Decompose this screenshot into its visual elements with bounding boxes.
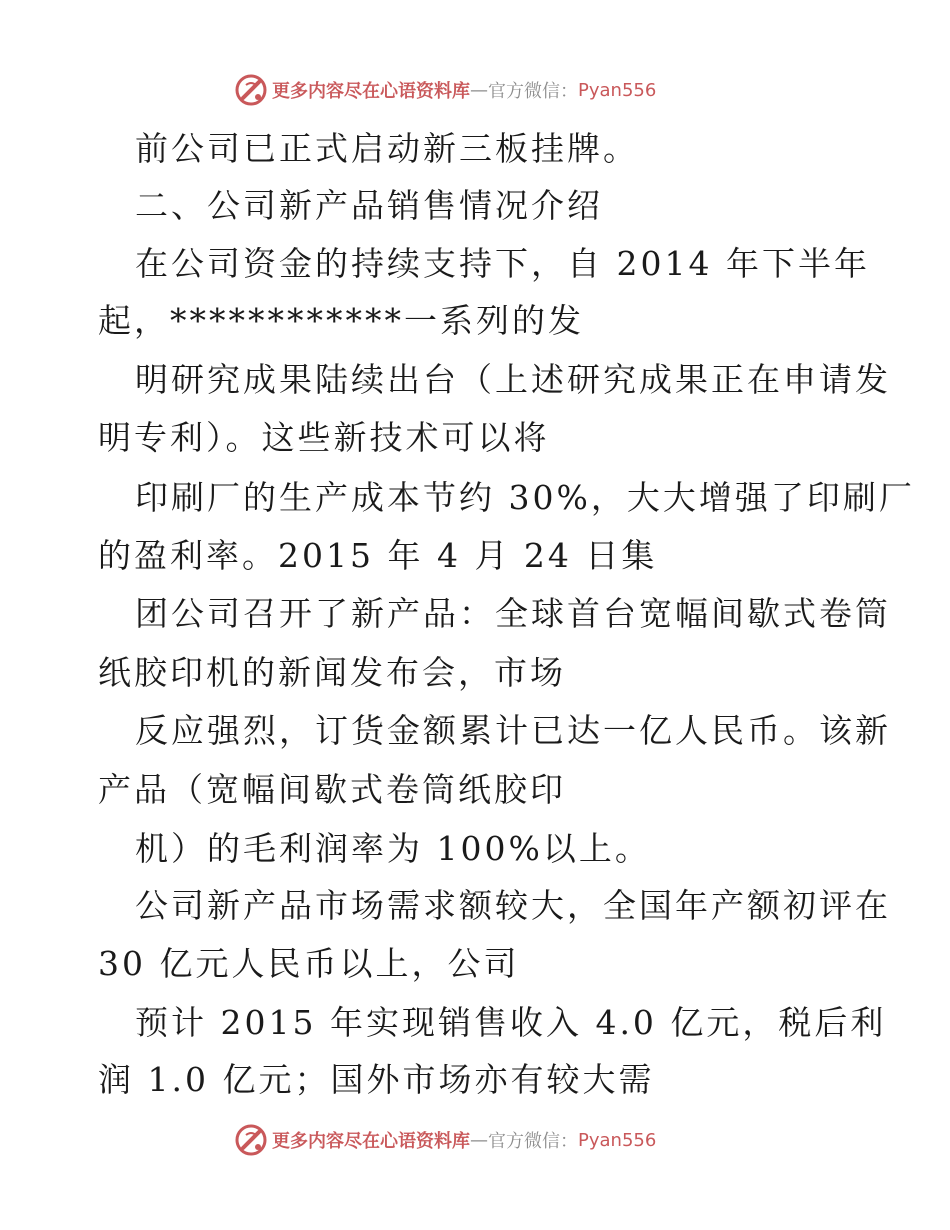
watermark-wechat-id: Pyan556	[578, 79, 657, 101]
header-watermark-banner	[234, 70, 714, 110]
footer-watermark-banner	[234, 1120, 714, 1160]
body-line: 30 亿元人民币以上，公司	[98, 944, 520, 983]
watermark-wechat-label: 官方微信：	[488, 1131, 578, 1152]
body-line: 预计 2015 年实现销售收入 4.0 亿元，税后利	[135, 1003, 887, 1042]
body-line: 印刷厂的生产成本节约 30%，大大增强了印刷厂	[135, 478, 915, 517]
watermark-wechat-label: 官方微信：	[488, 81, 578, 102]
body-line: 在公司资金的持续支持下，自 2014 年下半年	[135, 244, 870, 283]
watermark-title: 更多内容尽在心语资料库	[272, 81, 470, 102]
watermark-dash: —	[470, 1129, 488, 1151]
body-line: 明专利）。这些新技术可以将	[98, 418, 550, 457]
body-line: 产品（宽幅间歇式卷筒纸胶印	[98, 770, 566, 809]
body-line: 机）的毛利润率为 100%以上。	[135, 829, 651, 868]
body-line: 公司新产品市场需求额较大，全国年产额初评在	[135, 886, 891, 925]
body-line: 纸胶印机的新闻发布会，市场	[98, 653, 566, 692]
section-heading: 二、公司新产品销售情况介绍	[135, 186, 603, 225]
body-line: 润 1.0 亿元；国外市场亦有较大需	[98, 1060, 655, 1099]
body-line: 团公司召开了新产品：全球首台宽幅间歇式卷筒	[135, 594, 891, 633]
body-line: 前公司已正式启动新三板挂牌。	[135, 129, 639, 168]
watermark-logo-icon	[234, 73, 268, 107]
body-line: 明研究成果陆续出台（上述研究成果正在申请发	[135, 360, 891, 399]
body-line: 的盈利率。2015 年 4 月 24 日集	[98, 536, 658, 575]
watermark-dash: —	[470, 79, 488, 101]
body-line: 起，************一系列的发	[98, 301, 584, 340]
body-line: 反应强烈，订货金额累计已达一亿人民币。该新	[135, 711, 891, 750]
watermark-logo-icon	[234, 1123, 268, 1157]
watermark-wechat-id: Pyan556	[578, 1129, 657, 1151]
watermark-title: 更多内容尽在心语资料库	[272, 1131, 470, 1152]
